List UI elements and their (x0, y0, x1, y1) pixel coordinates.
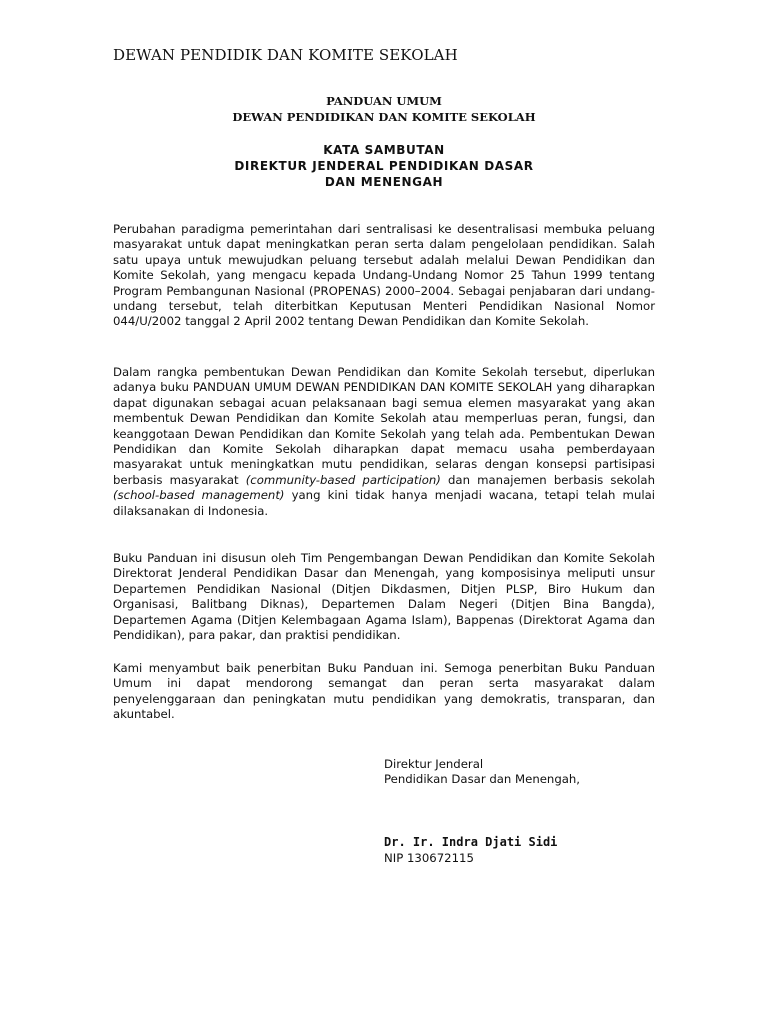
foreword-title-line: DAN MENENGAH (324, 175, 444, 189)
foreword-title-line: DIREKTUR JENDERAL PENDIDIKAN DASAR (234, 159, 534, 173)
guide-title-line: DEWAN PENDIDIKAN DAN KOMITE SEKOLAH (232, 110, 536, 124)
paragraph-1: Perubahan paradigma pemerintahan dari sentralisasi ke desentralisasi membuka peluang masyarakat untuk dapat meningkatkan peran serta dalam pengelolaan pendidikan. Salah satu upaya untuk mewujudkan peluang tersebut adalah melalui Dewan Pendidikan dan Komite Sekolah, yang mengacu kepada Undang-Undang Nomor 25 Tahun 1999 tentang Program Pembangunan Nasional (PROPENAS) 2000–2004. Sebagai penjabaran dari undang-undang tersebut, telah diterbitkan Keputusan Menteri Pendidikan Nasional Nomor 044/U/2002 tanggal 2 April 2002 tentang Dewan Pendidikan dan Komite Sekolah. (113, 222, 655, 329)
signature-position-line: Direktur Jenderal (384, 757, 484, 771)
paragraph-2-text: yang kini tidak hanya menjadi wacana, tetapi telah mulai dilaksanakan di Indonesia. (113, 488, 656, 518)
paragraph-2-italic-term: (school-based management) (113, 488, 285, 503)
signature-position (384, 757, 580, 788)
guide-title (0, 93, 768, 125)
paragraph-2 (113, 365, 655, 519)
signatory-nip: NIP 130672115 (384, 851, 474, 865)
paragraph-3: Buku Panduan ini disusun oleh Tim Pengembangan Dewan Pendidikan dan Komite Sekolah Direktorat Jenderal Pendidikan Dasar dan Menengah, yang komposisinya meliputi unsur Departemen Pendidikan Nasional (Ditjen Dikdasmen, Ditjen PLSP, Biro Hukum dan Organisasi, Balitbang Diknas), Departemen Dalam Negeri (Ditjen Bina Bangda), Departemen Agama (Ditjen Kelembagaan Agama Islam), Bappenas (Direktorat Agama dan Pendidikan), para pakar, dan praktisi pendidikan. (113, 551, 655, 643)
signatory-name: Dr. Ir. Indra Djati Sidi (384, 835, 558, 849)
foreword-title (0, 142, 768, 190)
paragraph-2-italic-term: (community-based participation) (245, 472, 441, 487)
paragraph-2-text: dan manajemen berbasis sekolah (440, 472, 655, 487)
paragraph-4: Kami menyambut baik penerbitan Buku Panduan ini. Semoga penerbitan Buku Panduan Umum ini dapat mendorong semangat dan peran serta masyarakat dalam penyelenggaraan dan peningkatan mutu pendidikan yang demokratis, transparan, dan akuntabel. (113, 661, 655, 722)
foreword-title-line: KATA SAMBUTAN (323, 143, 445, 157)
signature-position-line: Pendidikan Dasar dan Menengah, (384, 772, 581, 787)
guide-title-line: PANDUAN UMUM (326, 94, 442, 108)
paragraph-2-text: Dalam rangka pembentukan Dewan Pendidikan dan Komite Sekolah tersebut, diperlukan adanya buku PANDUAN UMUM DEWAN PENDIDIKAN DAN KOMITE SEKOLAH yang diharapkan dapat digunakan sebagai acuan pelaksanaan bagi semua elemen masyarakat yang akan membentuk Dewan Pendidikan dan Komite Sekolah atau memperluas peran, fungsi, dan keanggotaan Dewan Pendidikan dan Komite Sekolah yang telah ada. Pembentukan Dewan Pendidikan dan Komite Sekolah diharapkan dapat memacu usaha pemberdayaan masyarakat untuk meningkatkan mutu pendidikan, selaras dengan konsepsi partisipasi berbasis masyarakat (113, 365, 655, 487)
running-title: DEWAN PENDIDIK DAN KOMITE SEKOLAH (113, 46, 458, 64)
